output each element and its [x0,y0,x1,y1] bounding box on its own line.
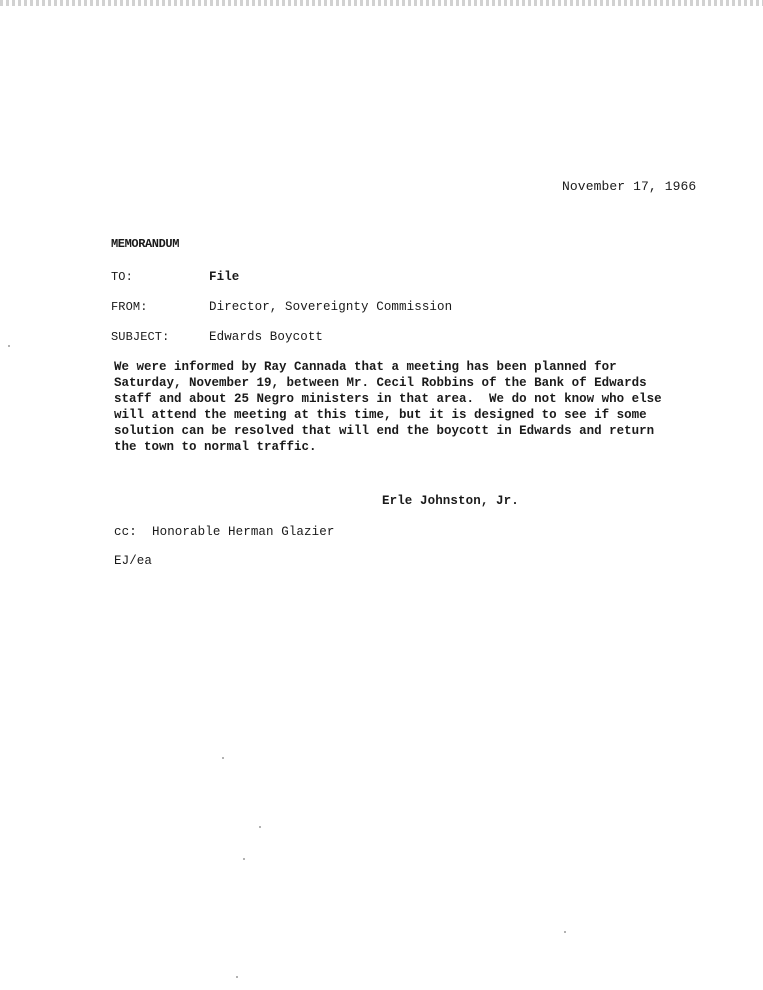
scan-speck [564,931,566,933]
from-label: FROM: [111,300,148,314]
reference-initials: EJ/ea [114,554,153,568]
scan-speck [236,976,238,978]
memo-title: MEMORANDUM [111,237,180,251]
body-line: We were informed by Ray Cannada that a meeting has been planned for [114,360,617,374]
scan-speck [259,826,261,828]
memo-body [114,359,674,455]
scan-edge [0,0,763,6]
to-label: TO: [111,270,133,284]
memo-date: November 17, 1966 [562,179,697,194]
body-line: will attend the meeting at this time, but it is designed to see if some [114,408,647,422]
subject-label: SUBJECT: [111,330,170,344]
signature: Erle Johnston, Jr. [382,494,519,508]
subject-value: Edwards Boycott [209,330,324,344]
body-line: Saturday, November 19, between Mr. Cecil Robbins of the Bank of Edwards [114,376,647,390]
cc-line: cc: Honorable Herman Glazier [114,525,335,539]
scan-speck [222,757,224,759]
scan-speck [243,858,245,860]
scan-speck [8,345,10,347]
to-value: File [209,270,240,284]
body-line: solution can be resolved that will end the boycott in Edwards and return [114,424,655,438]
from-value: Director, Sovereignty Commission [209,300,453,314]
body-line: the town to normal traffic. [114,440,317,454]
body-line: staff and about 25 Negro ministers in that area. We do not know who else [114,392,662,406]
